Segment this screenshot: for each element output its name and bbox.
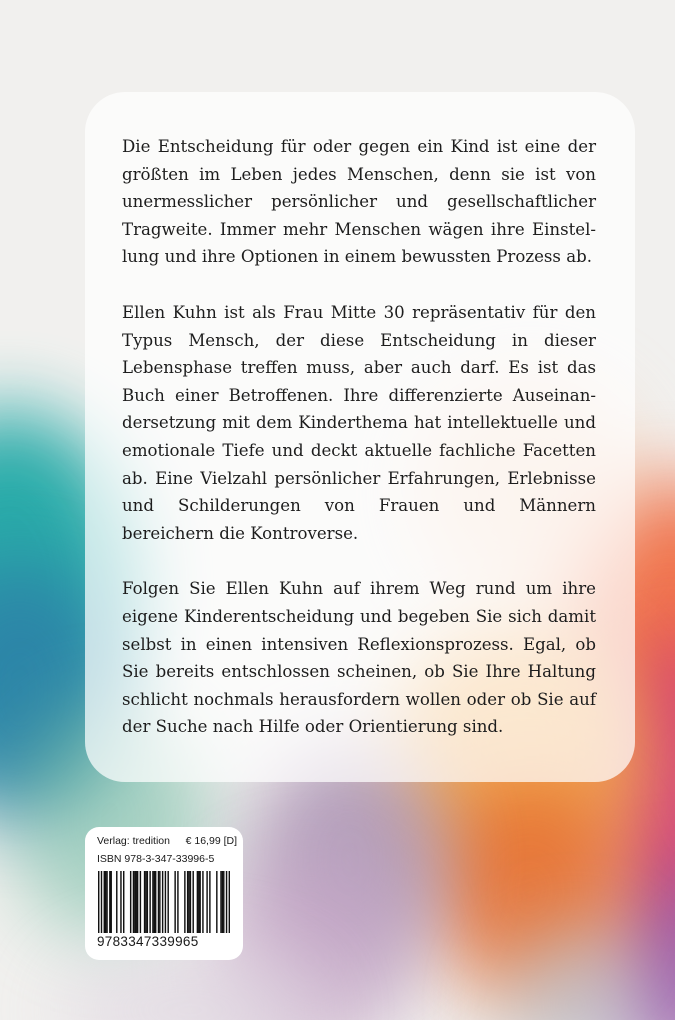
barcode-bar <box>106 871 107 933</box>
barcode-bar <box>136 871 137 933</box>
barcode-bar <box>202 871 203 933</box>
barcode-bar <box>130 871 131 933</box>
isbn-text: ISBN 978-3-347-33996-5 <box>97 853 215 865</box>
barcode-bar <box>123 871 124 933</box>
blurb-paragraph-3: Folgen Sie Ellen Kuhn auf ihrem Weg rund um ihre eigene Kinderentscheidung und begeben Sie sich damit selbst in einen intensiven Reflexionsprozess. Egal, ob Sie bereits entschlossen scheinen, ob Sie Ihre Haltung schlicht nochmals herausfordern wollen oder ob Sie auf der Suche nach Hilfe oder Orientierung sind. <box>122 579 596 737</box>
price-text: € 16,99 [D] <box>185 835 237 847</box>
barcode-bar <box>199 871 200 933</box>
barcode-bar <box>190 871 191 933</box>
barcode-bar <box>174 871 175 933</box>
barcode-bar <box>109 871 110 933</box>
barcode-bar <box>216 871 217 933</box>
barcode-bar <box>162 871 163 933</box>
barcode-bar <box>98 871 99 933</box>
barcode-bar <box>137 871 138 933</box>
ean-number: 9783347339965 <box>97 934 199 949</box>
barcode-bar <box>223 871 224 933</box>
barcode-bar <box>159 871 160 933</box>
barcode-bar <box>192 871 193 933</box>
barcode-bar <box>147 871 148 933</box>
barcode-bar <box>104 871 105 933</box>
barcode-bar <box>144 871 145 933</box>
barcode-bar <box>177 871 178 933</box>
barcode-bar <box>198 871 199 933</box>
barcode-bar <box>116 871 117 933</box>
barcode-bar <box>197 871 198 933</box>
publisher-text: Verlag: tredition <box>97 835 170 847</box>
barcode-bar <box>120 871 121 933</box>
barcode-bar <box>133 871 134 933</box>
barcode-bar <box>184 871 185 933</box>
barcode-bar <box>134 871 135 933</box>
blurb-paragraph-2: Ellen Kuhn ist als Frau Mitte 30 repräsentativ für den Typus Mensch, der diese Entscheidung in dieser Lebensphase treffen muss, aber auch darf. Es ist das Buch einer Betroffenen. Ihre differenzierte Auseinandersetzung mit dem Kinderthema hat intellektuelle und emotionale Tiefe und deckt aktuelle fachliche Facetten ab. Eine Vielzahl persönlicher Erfahrungen, Erlebnisse und Schilderungen von Frauen und Männern bereichern die Kontroverse. <box>122 302 596 543</box>
barcode-bar <box>154 871 155 933</box>
barcode-bar <box>220 871 221 933</box>
barcode-bar <box>149 871 150 933</box>
barcode-bar <box>111 871 112 933</box>
barcode-bar <box>226 871 227 933</box>
barcode-bar <box>229 871 230 933</box>
barcode-bar <box>187 871 188 933</box>
barcode-bar <box>101 871 102 933</box>
barcode-bar <box>158 871 159 933</box>
barcode-label <box>85 827 243 960</box>
barcode-bar <box>222 871 223 933</box>
barcode-bar <box>167 871 168 933</box>
barcode-bars <box>98 871 230 933</box>
barcode-bar <box>140 871 141 933</box>
blurb-text <box>122 133 596 769</box>
barcode-bar <box>188 871 189 933</box>
barcode-bar <box>165 871 166 933</box>
barcode-bar <box>105 871 106 933</box>
barcode-bar <box>155 871 156 933</box>
barcode-bar <box>152 871 153 933</box>
publisher-price-line <box>97 835 237 847</box>
blurb-paragraph-1: Die Entscheidung für oder gegen ein Kind ist eine der größten im Leben jedes Menschen, denn sie ist von unermesslicher persönlicher und gesellschaftlicher Tragweite. Immer mehr Menschen wägen ihre Einstellung und ihre Optionen in einem bewussten Prozess ab. <box>122 137 596 267</box>
barcode-bar <box>145 871 146 933</box>
barcode-bar <box>209 871 210 933</box>
barcode-bar <box>206 871 207 933</box>
